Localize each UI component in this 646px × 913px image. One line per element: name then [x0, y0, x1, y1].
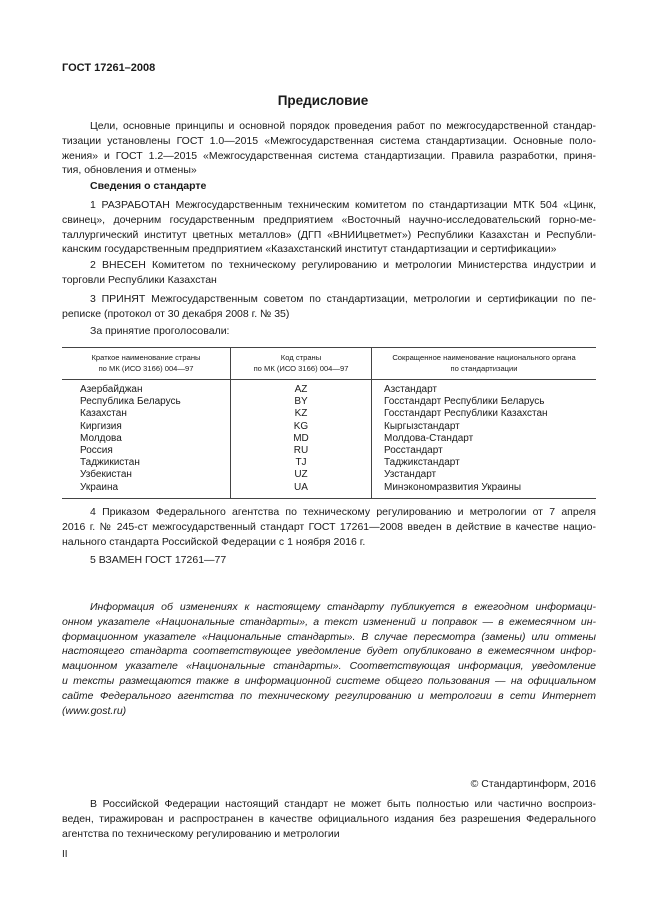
item-1-line: 1 РАЗРАБОТАН Межгосударственным техническим комитетом по стандартизации МТК 504 «Цинк,	[90, 199, 596, 211]
item-4-paragraph	[62, 505, 596, 549]
intro-line: Цели, основные принципы и основной порядок проведения работ по межгосударственной стандар-	[90, 120, 596, 132]
item-3-line: 3 ПРИНЯТ Межгосударственным советом по стандартизации, метрологии и сертификации по пе-	[90, 293, 596, 305]
table-row	[62, 445, 596, 457]
table-row	[62, 380, 596, 397]
code-cell: RU	[231, 445, 372, 457]
country-cell: Республика Беларусь	[80, 396, 181, 408]
intro-paragraph	[62, 119, 596, 178]
code-cell: TJ	[231, 457, 372, 469]
header-country-line2: по МК (ИСО 3166) 004—97	[98, 363, 194, 373]
country-cell: Россия	[80, 445, 113, 457]
country-cell: Молдова	[80, 432, 122, 444]
info-line: сайте Федерального агентства по техническому регулированию и метрологии в сети Интернет	[62, 689, 596, 702]
organization-cell: Госстандарт Республики Беларусь	[372, 396, 597, 408]
info-line: (www.gost.ru)	[62, 704, 127, 717]
page-title: Предисловие	[277, 93, 369, 108]
organization-cell: Росстандарт	[372, 445, 597, 457]
section-heading: Сведения о стандарте	[90, 180, 207, 192]
code-cell: KZ	[231, 408, 372, 420]
item-2-line: 2 ВНЕСЕН Комитетом по техническому регулированию и метрологии Министерства индустрии и	[90, 259, 596, 271]
country-cell: Украина	[62, 482, 231, 499]
rights-line: В Российской Федерации настоящий стандарт не может быть полностью или частично воспроиз-	[90, 798, 596, 810]
votes-table	[62, 347, 596, 499]
item-1-line: канским государственным предприятием «Казахстанский институт стандартизации и сертификации»	[62, 243, 557, 256]
table-row	[62, 457, 596, 469]
header-country	[62, 348, 231, 380]
country-cell: Таджикистан	[80, 457, 140, 469]
header-org-line2: по стандартизации	[450, 363, 518, 373]
rights-line: веден, тиражирован и распространен в качестве официального издания без разрешения Федерального	[62, 812, 596, 825]
item-4-line: нального стандарта Российской Федерации с 1 ноября 2016 г.	[62, 535, 366, 548]
info-line: онном указателе «Национальные стандарты», а текст изменений и поправок — в ежемесячном ин-	[62, 615, 596, 628]
table-row	[62, 433, 596, 445]
rights-paragraph	[62, 797, 596, 841]
item-1-line: свинец», дочерним государственным предприятием «Восточный научно-исследовательский горно-ме-	[62, 213, 596, 226]
table-header-row	[62, 348, 596, 380]
header-country-line1: Краткое наименование страны	[91, 353, 201, 362]
item-4-line: 2016 г. № 245-ст межгосударственный стандарт ГОСТ 17261—2008 введен в действие в качестве нацио-	[62, 520, 596, 533]
copyright-notice: © Стандартинформ, 2016	[470, 778, 596, 790]
header-code-line1: Код страны	[280, 353, 322, 362]
code-cell: AZ	[231, 380, 372, 397]
intro-line: тизации установлены ГОСТ 1.0—2015 «Межгосударственная система стандартизации. Основные поло-	[62, 134, 596, 147]
page-number: II	[62, 849, 68, 860]
info-line: Информация об изменениях к настоящему стандарту публикуется в ежегодном информаци-	[90, 601, 596, 613]
organization-cell: Минэкономразвития Украины	[372, 482, 597, 499]
table-row	[62, 469, 596, 481]
item-4-line: 4 Приказом Федерального агентства по техническому регулированию и метрологии от 7 апреля	[90, 506, 596, 518]
intro-line: жения» и ГОСТ 1.2—2015 «Межгосударственная система стандартизации. Правила разработки, приня-	[62, 149, 596, 162]
organization-cell: Молдова-Стандарт	[372, 433, 597, 445]
country-cell: Киргизия	[80, 420, 122, 432]
info-line: настоящего стандарта соответствующее уведомление будет опубликовано в ежемесячном инфор-	[62, 645, 596, 658]
organization-cell: Таджикстандарт	[372, 457, 597, 469]
header-code	[231, 348, 372, 380]
info-line: формационном указателе «Национальные стандарты». В случае пересмотра (замены) или отмены	[62, 630, 596, 643]
code-cell: UZ	[231, 469, 372, 481]
table-row	[62, 421, 596, 433]
table-row	[62, 482, 596, 499]
code-cell: KG	[231, 421, 372, 433]
table-row	[62, 408, 596, 420]
organization-cell: Узстандарт	[372, 469, 597, 481]
country-cell: Казахстан	[80, 408, 127, 420]
organization-cell: Азстандарт	[372, 380, 597, 397]
item-5-text: 5 ВЗАМЕН ГОСТ 17261—77	[90, 554, 227, 566]
info-line: мационном указателе «Национальные стандарты». Соответствующая информация, уведомление	[62, 660, 596, 673]
document-id: ГОСТ 17261–2008	[62, 62, 156, 74]
organization-cell: Госстандарт Республики Казахстан	[372, 408, 597, 420]
item-2-line: торговли Республики Казахстан	[62, 273, 217, 286]
rights-line: агентства по техническому регулированию и метрологии	[62, 827, 340, 840]
intro-line: тия, обновления и отмены»	[62, 164, 197, 177]
item-2-paragraph	[62, 258, 596, 288]
item-3-line: реписке (протокол от 30 декабря 2008 г. № 35)	[62, 307, 290, 320]
country-cell: Азербайджан	[80, 384, 143, 395]
info-line: и тексты размещаются также в информационной системе общего пользования — на официальном	[62, 674, 596, 687]
organization-cell: Кыргызстандарт	[372, 421, 597, 433]
code-cell: UA	[231, 482, 372, 499]
country-cell: Узбекистан	[80, 469, 132, 481]
table-row	[62, 396, 596, 408]
item-1-paragraph	[62, 198, 596, 257]
item-3-paragraph	[62, 292, 596, 322]
code-cell: MD	[231, 433, 372, 445]
header-org-line1: Сокращенное наименование национального органа	[392, 353, 576, 362]
header-code-line2: по МК (ИСО 3166) 004—97	[253, 363, 349, 373]
item-1-line: таллургический институт цветных металлов» (ДГП «ВНИИцветмет») Республики Казахстан и Республи-	[62, 228, 596, 241]
header-organization	[372, 348, 597, 380]
votes-label: За принятие проголосовали:	[90, 325, 230, 337]
code-cell: BY	[231, 396, 372, 408]
info-paragraph	[62, 600, 596, 718]
